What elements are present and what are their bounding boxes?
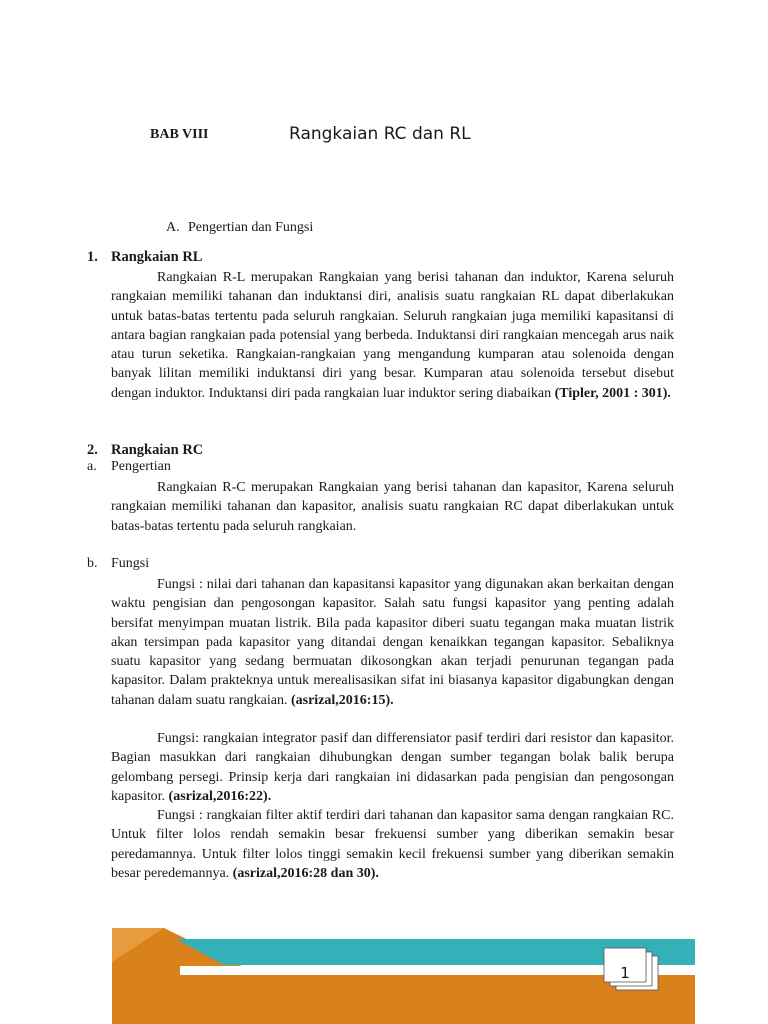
fungsi-label: Fungsi <box>111 556 150 571</box>
rl-number: 1. <box>87 249 98 265</box>
pengertian-marker: a. <box>87 459 97 474</box>
rc-heading <box>87 442 203 459</box>
rc-fungsi-paragraph-3 <box>111 806 674 883</box>
rl-heading-text: Rangkaian RL <box>111 249 203 265</box>
rc-number: 2. <box>87 442 98 458</box>
rc-fungsi-item <box>87 556 149 572</box>
fungsi-text-3: Fungsi : rangkaian filter aktif terdiri dari tahanan dan kapasitor sama dengan rangkaian RC. Untuk filter lolos rendah semakin besar frekuensi sumber yang diberikan semakin besar peredamannya. Untuk filter lolos tinggi semakin kecil frekuensi sumber yang diberikan semakin besar peredemannya. <box>111 808 674 881</box>
page-number: 1 <box>620 964 630 982</box>
rc-pengertian-item <box>87 459 171 475</box>
fungsi-text-2: Fungsi: rangkaian integrator pasif dan differensiator pasif terdiri dari resistor dan kapasitor. Bagian masukkan dari rangkaian dihubungkan dengan sumber tegangan bolak balik berupa gelombang persegi. Prinsip kerja dari rangkaian ini didasarkan pada pengisian dan pengosongan kapasitor. <box>111 731 674 804</box>
rc-heading-text: Rangkaian RC <box>111 442 204 458</box>
fungsi-citation-3: (asrizal,2016:28 dan 30). <box>232 865 379 881</box>
section-heading <box>166 220 313 236</box>
rl-heading <box>87 249 202 266</box>
rl-citation: (Tipler, 2001 : 301). <box>554 385 671 401</box>
rl-text: Rangkaian R-L merupakan Rangkaian yang berisi tahanan dan induktor, Karena seluruh rangkaian memiliki tahanan dan induktansi diri, analisis suatu rangkaian RL dapat diberlakukan untuk batas-batas tertentu pada seluruh rangkaian. Seluruh rangkaian juga memiliki kapasitansi di antara bagian rangkaian pada potensial yang berbeda. Induktansi diri rangkaian mencegah arus naik atau turun seketika. Rangkaian-rangkaian yang mengandung kumparan atau solenoida dengan banyak lilitan memiliki induktansi diri yang besar. Kumparan atau solenoida tersebut disebut dengan induktor. Induktansi diri pada rangkaian luar induktor sering diabaikan <box>111 270 674 401</box>
chapter-label: BAB VIII <box>150 127 209 142</box>
pengertian-label: Pengertian <box>111 459 171 474</box>
rc-fungsi-paragraph-1 <box>111 575 674 710</box>
chapter-title: Rangkaian RC dan RL <box>289 124 471 144</box>
footer-decoration <box>0 910 768 1024</box>
fungsi-text-1: Fungsi : nilai dari tahanan dan kapasitansi kapasitor yang digunakan akan berkaitan dengan waktu pengisian dan pengosongan kapasitor. Salah satu fungsi kapasitor yang penting adalah bersifat menyimpan muatan listrik. Bila pada kapasitor diberi suatu tegangan maka muatan listrik akan tersimpan pada kapasitor yang ditandai dengan kenaikkan tegangan kapasitor. Sebaliknya suatu kapasitor yang sedang bermuatan dikosongkan akan terjadi penurunan tegangan pada kapasitor. Dalam prakteknya untuk merealisasikan sifat ini biasanya kapasitor digabungkan dengan tahanan dalam suatu rangkaian. <box>111 577 674 708</box>
fungsi-citation-1: (asrizal,2016:15). <box>290 692 394 708</box>
fungsi-marker: b. <box>87 556 98 571</box>
section-title: Pengertian dan Fungsi <box>188 220 314 235</box>
rc-pengertian-paragraph: Rangkaian R-C merupakan Rangkaian yang berisi tahanan dan kapasitor, Karena seluruh rangkaian memiliki tahanan dan kapasitor, analisis suatu rangkaian RC dapat diberlakukan untuk batas-batas tertentu pada seluruh rangkaian. <box>111 480 674 534</box>
section-marker: A. <box>166 220 180 235</box>
rc-fungsi-paragraph-2 <box>111 729 674 806</box>
fungsi-citation-2: (asrizal,2016:22). <box>168 788 272 804</box>
rl-paragraph <box>111 268 674 403</box>
